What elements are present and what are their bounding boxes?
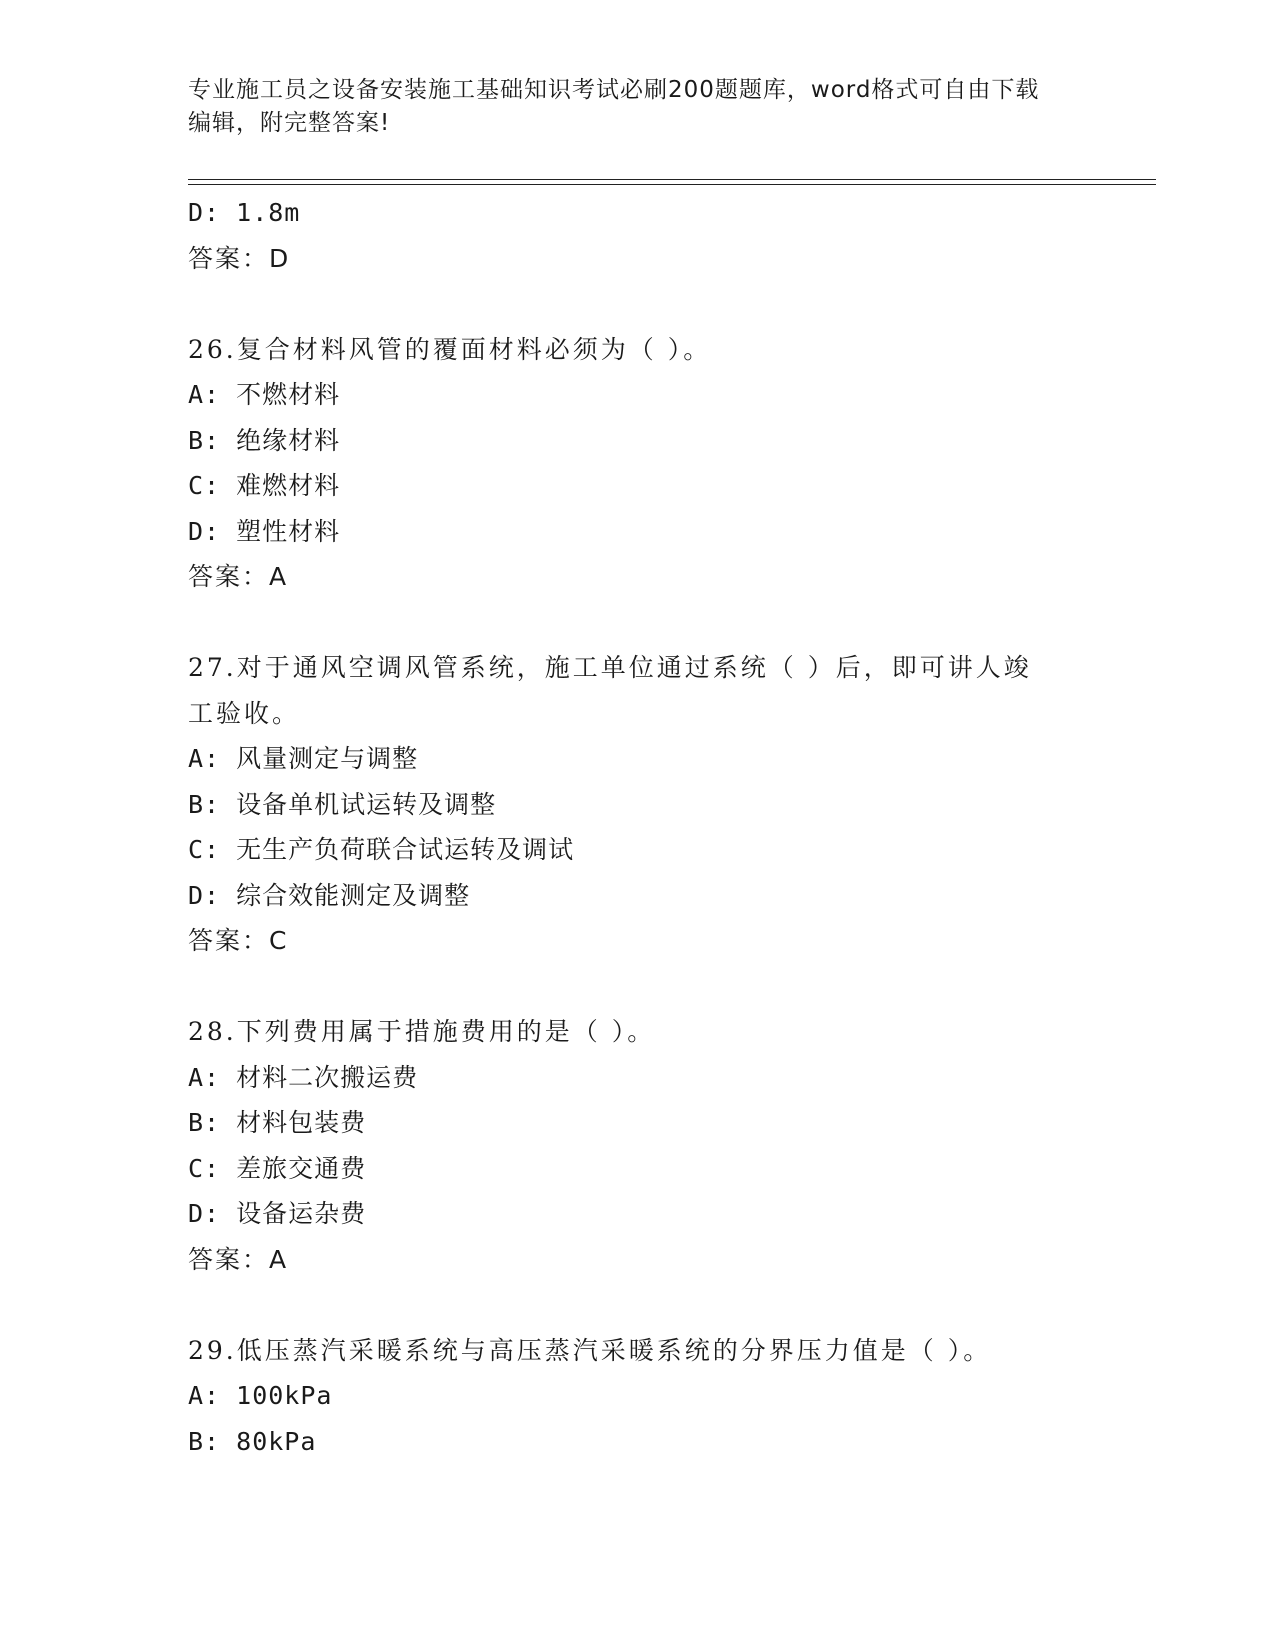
- option-b: B: 设备单机试运转及调整: [188, 789, 497, 819]
- header-title-line-1: 专业施工员之设备安装施工基础知识考试必刷200题题库，word格式可自由下载: [188, 77, 1040, 103]
- option-c: C: 无生产负荷联合试运转及调试: [188, 835, 575, 864]
- question-26: [188, 327, 1148, 600]
- question-27: [188, 645, 1148, 964]
- question-text-line-1: 27.对于通风空调风管系统，施工单位通过系统（ ）后，即可讲人竣: [188, 653, 1032, 682]
- spacer: [188, 964, 1148, 1010]
- option-a: A: 风量测定与调整: [188, 744, 419, 773]
- option-b: B: 绝缘材料: [188, 425, 341, 455]
- question-text-line-2: 工验收。: [188, 698, 301, 728]
- question-list: [188, 190, 1148, 1464]
- option-b: B: 80kPa: [188, 1426, 317, 1456]
- spacer: [188, 281, 1148, 327]
- spacer: [188, 600, 1148, 646]
- option-d: D: 塑性材料: [188, 516, 341, 546]
- option-a: A: 材料二次搬运费: [188, 1062, 419, 1092]
- option-a: A: 100kPa: [188, 1381, 333, 1410]
- document-header: [188, 74, 1088, 140]
- question-text: 28.下列费用属于措施费用的是（ ）。: [188, 1017, 656, 1046]
- question-28: [188, 1009, 1148, 1282]
- option-d: D: 1.8m: [188, 198, 301, 227]
- answer: 答案：A: [188, 562, 289, 591]
- header-title-line-2: 编辑，附完整答案!: [188, 110, 391, 136]
- header-divider-bottom: [188, 184, 1156, 185]
- answer: 答案：A: [188, 1244, 289, 1274]
- answer: 答案：C: [188, 926, 289, 955]
- option-c: C: 难燃材料: [188, 471, 341, 500]
- option-b: B: 材料包装费: [188, 1108, 367, 1137]
- spacer: [188, 1282, 1148, 1328]
- header-divider-top: [188, 179, 1156, 180]
- answer: 答案：D: [188, 243, 291, 273]
- option-a: A: 不燃材料: [188, 380, 341, 409]
- question-text: 26.复合材料风管的覆面材料必须为（ ）。: [188, 334, 712, 364]
- option-d: D: 设备运杂费: [188, 1199, 367, 1228]
- question-29: [188, 1328, 1148, 1465]
- option-d: D: 综合效能测定及调整: [188, 880, 471, 910]
- option-c: C: 差旅交通费: [188, 1153, 367, 1183]
- question-text: 29.低压蒸汽采暖系统与高压蒸汽采暖系统的分界压力值是（ ）。: [188, 1335, 992, 1365]
- question-25-tail: [188, 190, 1148, 281]
